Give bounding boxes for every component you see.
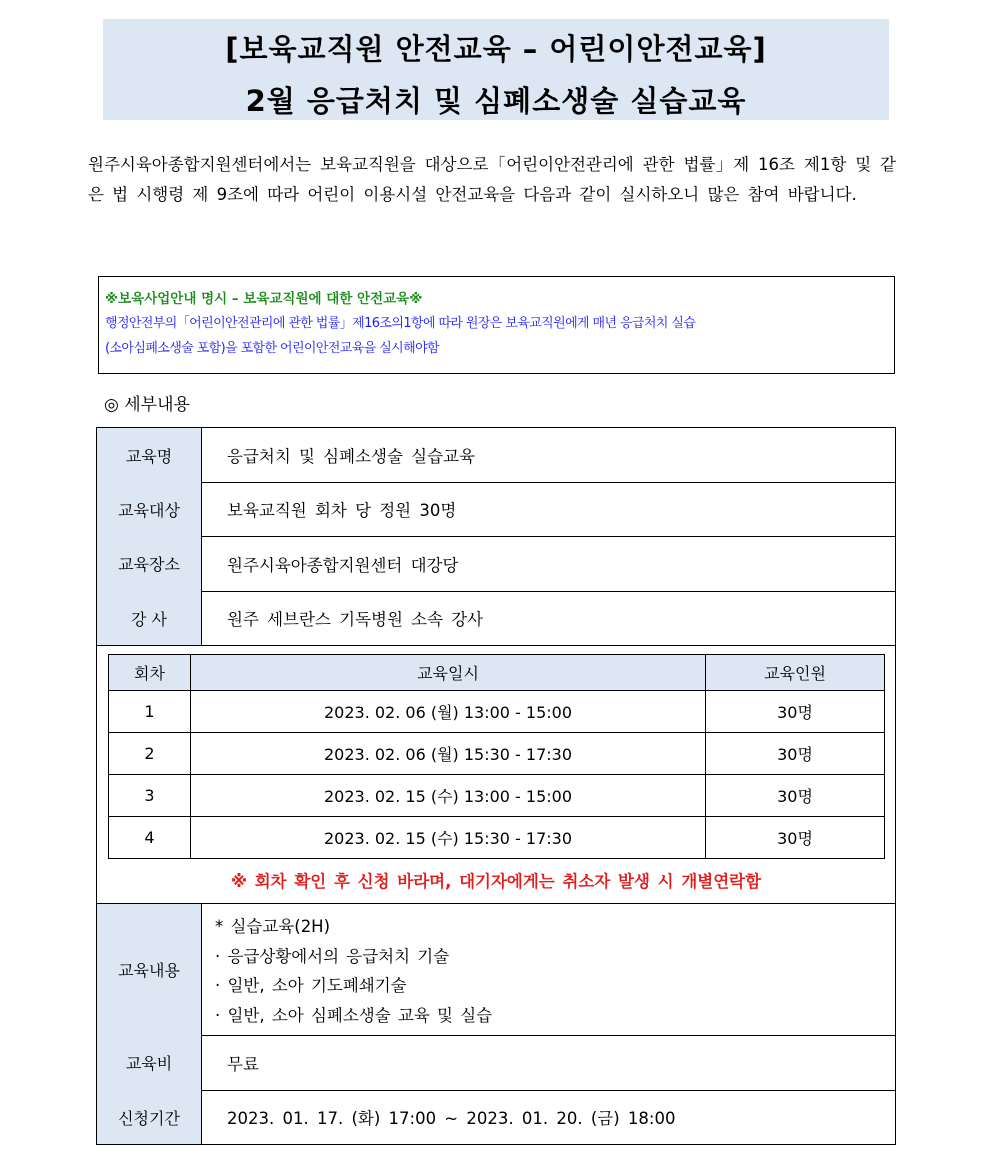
label-period: 신청기간	[97, 1090, 202, 1144]
value-target: 보육교직원 회차 당 정원 30명	[227, 501, 457, 520]
table-row	[109, 691, 885, 733]
section-title: ◎ 세부내용	[104, 395, 190, 415]
notice-box	[98, 276, 895, 374]
value-period: 2023. 01. 17. (화) 17:00 ~ 2023. 01. 20. (금) 18:00	[227, 1109, 676, 1128]
session-no: 1	[109, 691, 191, 733]
table-row	[109, 775, 885, 817]
row-place	[97, 536, 895, 592]
notice-line-2: (소아심폐소생술 포함)을 포함한 어린이안전교육을 실시해야함	[105, 341, 439, 356]
session-count: 30명	[706, 817, 885, 859]
notice-heading: ※보육사업안내 명시 – 보육교직원에 대한 안전교육※	[105, 291, 423, 307]
value-place: 원주시육아종합지원센터 대강당	[227, 555, 459, 575]
intro-paragraph: 원주시육아종합지원센터에서는 보육교직원을 대상으로「어린이안전관리에 관한 법률」제 16조 제1항 및 같은 법 시행령 제 9조에 따라 어린이 이용시설 안전교육을 다음과 같이 실시하오니 많은 참여 바랍니다.	[88, 155, 896, 204]
content-item: · 일반, 소아 심폐소생술 교육 및 실습	[215, 1005, 493, 1025]
content-item: · 응급상황에서의 응급처치 기술	[215, 946, 450, 966]
title-banner	[103, 19, 889, 120]
label-instructor: 강 사	[97, 591, 202, 645]
session-count: 30명	[706, 691, 885, 733]
details-table	[96, 427, 896, 1145]
label-fee: 교육비	[97, 1035, 202, 1090]
value-instructor: 원주 세브란스 기독병원 소속 강사	[227, 610, 484, 629]
content-item: * 실습교육(2H)	[215, 917, 331, 936]
row-period	[97, 1090, 895, 1144]
header-datetime: 교육일시	[191, 655, 706, 691]
session-count: 30명	[706, 733, 885, 775]
table-row	[109, 733, 885, 775]
table-row	[109, 817, 885, 859]
value-fee: 무료	[227, 1054, 259, 1074]
content-list	[215, 912, 492, 1030]
schedule-warning: ※ 회차 확인 후 신청 바라며, 대기자에게는 취소자 발생 시 개별연락함	[230, 872, 762, 891]
title-line-1: [보육교직원 안전교육 – 어린이안전교육]	[225, 32, 767, 66]
session-no: 3	[109, 775, 191, 817]
label-target: 교육대상	[97, 482, 202, 536]
label-course: 교육명	[97, 428, 202, 482]
row-content	[97, 903, 895, 1036]
row-target	[97, 482, 895, 537]
header-session: 회차	[109, 655, 191, 691]
row-course	[97, 428, 895, 483]
notice-line-1: 행정안전부의「어린이안전관리에 관한 법률」제16조의1항에 따라 원장은 보육교직원에게 매년 응급처치 실습	[105, 316, 696, 331]
schedule-table	[108, 654, 885, 859]
session-datetime: 2023. 02. 06 (월) 13:00 - 15:00	[191, 691, 706, 733]
session-datetime: 2023. 02. 15 (수) 15:30 - 17:30	[191, 817, 706, 859]
content-item: · 일반, 소아 기도폐쇄기술	[215, 976, 407, 995]
title-line-2: 2월 응급처치 및 심폐소생술 실습교육	[245, 84, 747, 118]
session-no: 2	[109, 733, 191, 775]
label-content: 교육내용	[97, 904, 202, 1035]
session-datetime: 2023. 02. 06 (월) 15:30 - 17:30	[191, 733, 706, 775]
value-course: 응급처치 및 심폐소생술 실습교육	[227, 447, 475, 466]
header-count: 교육인원	[706, 655, 885, 691]
row-fee	[97, 1035, 895, 1091]
session-no: 4	[109, 817, 191, 859]
label-place: 교육장소	[97, 536, 202, 591]
schedule-header-row	[109, 655, 885, 691]
session-datetime: 2023. 02. 15 (수) 13:00 - 15:00	[191, 775, 706, 817]
row-instructor	[97, 591, 895, 646]
session-count: 30명	[706, 775, 885, 817]
